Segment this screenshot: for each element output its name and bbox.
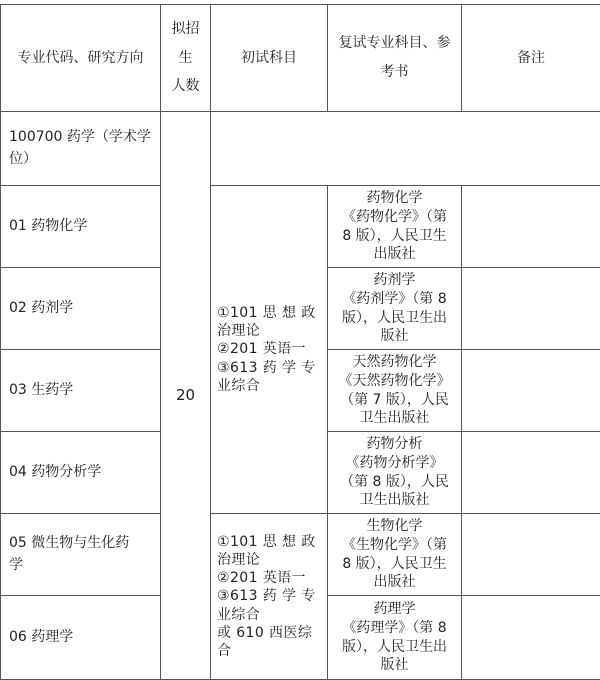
exam-line: ②201 英语一 [217,340,325,358]
direction-name-line: 04 药物分析学 [9,462,152,484]
exam-line: 合 [217,642,325,660]
retest-line: 卫生出版社 [332,409,457,428]
direction-name-line: 02 药剂学 [9,298,152,320]
header-retest-line: 复试专业科目、参 [328,29,461,58]
major-row [1,112,600,186]
header-quota-line: 拟招 [161,15,210,44]
retest-cell [328,432,462,514]
retest-cell [328,350,462,432]
retest-line: （第 8 版），人民 [332,473,457,492]
retest-cell [328,514,462,596]
header-row [1,5,600,112]
retest-line: 药剂学 [332,271,457,290]
major-name [1,112,161,186]
header-quota [161,5,211,112]
note-cell [462,432,600,514]
exam-line: ②201 英语一 [217,569,325,587]
retest-cell [328,596,462,680]
exam-line: ③613 药 学 专 [217,359,325,377]
retest-line: 药物化学 [332,189,457,208]
retest-line: 天然药物化学 [332,353,457,372]
exam-line: ①101 思 想 政 [217,304,325,322]
initial-exam-group-1 [211,186,328,514]
retest-line: 药物分析 [332,435,457,454]
retest-line: 《药物分析学》 [332,454,457,473]
retest-line: 《天然药物化学》 [332,372,457,391]
header-retest-line: 考书 [328,58,461,87]
retest-line: 《药理学》（第 8 [332,619,457,638]
direction-row [1,514,600,596]
header-quota-line: 生 [161,44,210,73]
retest-line: 生物化学 [332,517,457,536]
exam-line: 或 610 西医综 [217,624,325,642]
direction-name [1,268,161,350]
major-name-line: 位） [9,149,152,171]
direction-name-line: 05 微生物与生化药 [9,533,152,555]
major-empty-cell [211,112,600,186]
retest-line: 卫生出版社 [332,491,457,510]
exam-line: 治理论 [217,322,325,340]
retest-line: （第 7 版），人民 [332,391,457,410]
retest-line: 《药物化学》（第 [332,208,457,227]
direction-name-line: 06 药理学 [9,627,152,649]
note-cell [462,596,600,680]
header-notes: 备注 [462,5,600,112]
header-initial-exam: 初试科目 [211,5,328,112]
initial-exam-group-2 [211,514,328,680]
direction-name [1,186,161,268]
quota-value: 20 [161,112,211,680]
retest-line: 8 版），人民卫生 [332,227,457,246]
direction-name [1,432,161,514]
direction-name-line: 01 药物化学 [9,216,152,238]
header-direction: 专业代码、研究方向 [1,5,161,112]
retest-cell [328,268,462,350]
retest-line: 版社 [332,656,457,675]
exam-line: 治理论 [217,551,325,569]
retest-line: 出版社 [332,245,457,264]
note-cell [462,268,600,350]
direction-row [1,186,600,268]
direction-name-line: 学 [9,555,152,577]
exam-line: ③613 药 学 专 [217,587,325,605]
retest-line: 《生物化学》（第 [332,536,457,555]
direction-name-line: 03 生药学 [9,380,152,402]
retest-line: 版），人民卫生出 [332,638,457,657]
retest-cell [328,186,462,268]
retest-line: 《药剂学》（第 8 [332,290,457,309]
header-quota-line: 人数 [161,72,210,101]
exam-line: 业综合 [217,377,325,395]
retest-line: 出版社 [332,573,457,592]
note-cell [462,350,600,432]
exam-line: ①101 思 想 政 [217,533,325,551]
direction-name [1,596,161,680]
major-name-line: 100700 药学（学术学 [9,127,152,149]
retest-line: 8 版），人民卫生 [332,555,457,574]
retest-line: 版），人民卫生出 [332,309,457,328]
note-cell [462,514,600,596]
admissions-table [0,4,600,680]
retest-line: 药理学 [332,600,457,619]
header-retest [328,5,462,112]
direction-name [1,514,161,596]
note-cell [462,186,600,268]
retest-line: 版社 [332,327,457,346]
direction-name [1,350,161,432]
exam-line: 业综合 [217,606,325,624]
